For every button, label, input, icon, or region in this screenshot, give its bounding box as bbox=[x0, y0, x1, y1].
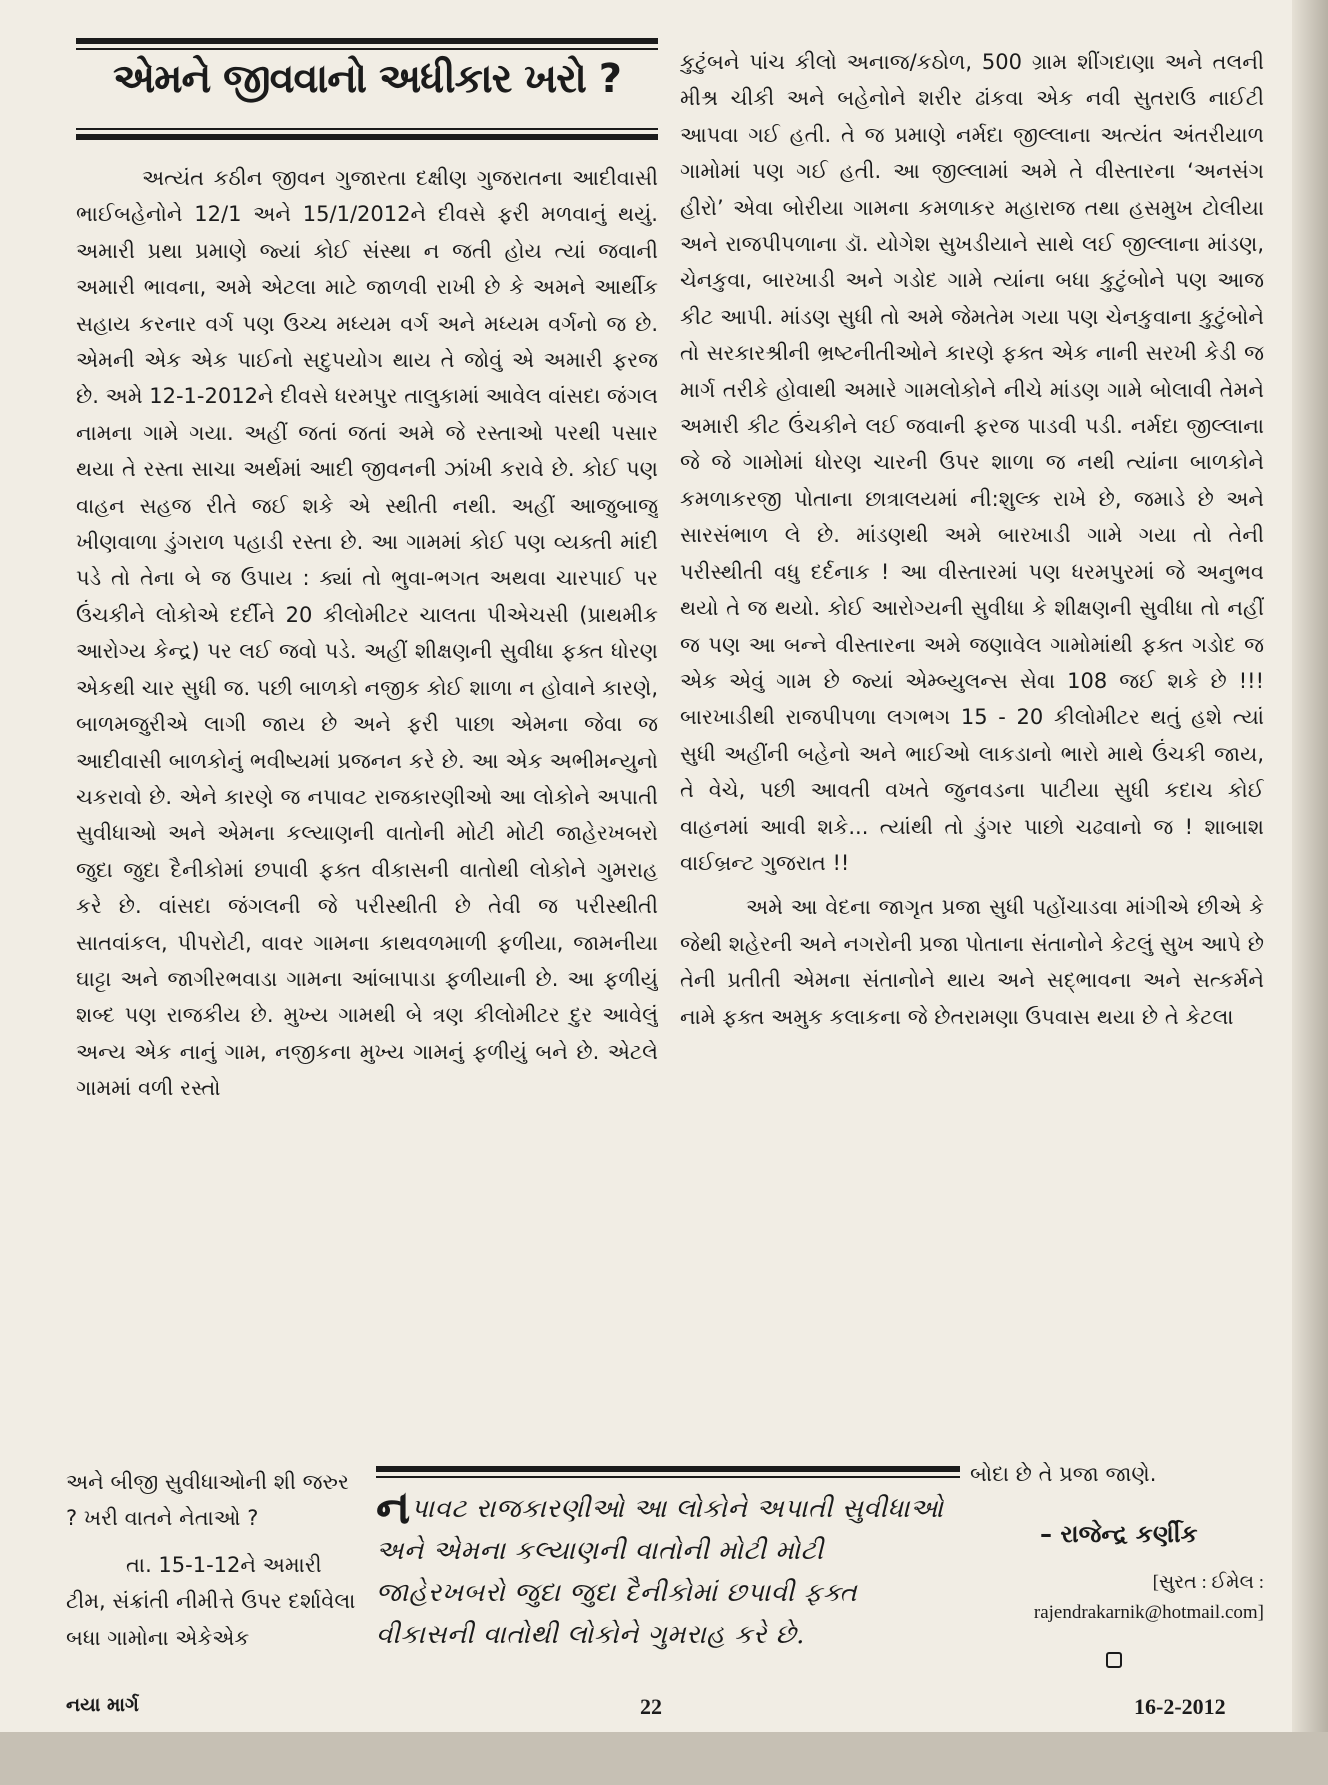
article-closing-line: બોદા છે તે પ્રજા જાણે. bbox=[970, 1462, 1157, 1486]
footer-publication: નયા માર્ગ bbox=[66, 1694, 139, 1716]
page-edge-right bbox=[1292, 0, 1328, 1785]
author-location: [સુરત : ઈમેલ : bbox=[1152, 1572, 1264, 1593]
article-title: એમને જીવવાનો અધીકાર ખરો ? bbox=[113, 56, 621, 102]
author-meta bbox=[964, 1568, 1264, 1628]
title-rule-top-thick bbox=[76, 38, 658, 44]
article-text: તા. 15-1-12ને અમારી ટીમ, સંક્રાંતી નીમીત્તે ઉપર દર્શાવેલા બધા ગામોના એકેએક bbox=[66, 1552, 356, 1650]
article-paragraph: કુટુંબને પાંચ કીલો અનાજ/કઠોળ, 500 ગ્રામ શીંગદાણા અને તલની મીશ્ર ચીકી અને બહેનોને શરીર ઢાંકવા એક નવી સુતરાઉ નાઈટી આપવા ગઈ હતી. તે જ પ્રમાણે નર્મદા જીલ્લાના અત્યંત અંતરીયાળ ગામોમાં પણ ગઈ હતી. આ જીલ્લામાં અમે તે વીસ્તારના ‘અનસંગ હીરો’ એવા બોરીયા ગામના કમળાકર મહારાજ તથા હસમુખ ટોલીયા અને રાજપીપળાના ડૉ. યોગેશ સુખડીયાને સાથે લઈ જીલ્લાના માંડણ, ચેનકુવા, બારખાડી અને ગડોદ ગામે ત્યાંના બધા કુટુંબોને પણ આજ કીટ આપી. માંડણ સુધી તો અમે જેમતેમ ગયા પણ ચેનકુવાના કુટુંબોને તો સરકારશ્રીની ભ્રષ્ટનીતીઓને કારણે ફક્ત એક નાની સરખી કેડી જ માર્ગ તરીકે હોવાથી અમારે ગામલોકોને નીચે માંડણ ગામે બોલાવી તેમને અમારી કીટ ઉંચકીને લઈ જવાની ફરજ પાડવી પડી. નર્મદા જીલ્લાના જે જે ગામોમાં ધોરણ ચારની ઉપર શાળા જ નથી ત્યાંના બાળકોને કમળાકરજી પોતાના છાત્રાલયમાં ની:શુલ્ક રાખે છે, જમાડે છે અને સારસંભાળ લે છે. માંડણથી અમે બારખાડી ગામે ગયા તો તેની પરીસ્થીતી વધુ દર્દનાક ! આ વીસ્તારમાં પણ ધરમપુરમાં જે અનુભવ થયો તે જ થયો. કોઈ આરોગ્યની સુવીધા કે શીક્ષણની સુવીધા તો નહીં જ પણ આ બન્ને વીસ્તારના અમે જણાવેલ ગામોમાંથી ફક્ત ગડોદ જ એક એવું ગામ છે જ્યાં એમ્બ્યુલન્સ સેવા 108 જઈ શકે છે !!! બારખાડીથી રાજપીપળા લગભગ 15 - 20 કીલોમીટર થતું હશે ત્યાં સુધી અહીંની બહેનો અને ભાઈઓ લાકડાનો ભારો માથે ઉંચકી જાય, તે વેચે, પછી આવતી વખતે જુનવડના પાટીયા સુધી કદાચ કોઈ વાહનમાં આવી શકે... ત્યાંથી તો ડુંગર પાછો ચઢવાનો જ ! શાબાશ વાઈબ્રન્ટ ગુજરાત !! bbox=[680, 50, 1264, 875]
article-column-left-continuation bbox=[66, 1464, 358, 1656]
article-paragraph: અમે આ વેદના જાગૃત પ્રજા સુધી પહોંચાડવા માંગીએ છીએ કે જેથી શહેરની અને નગરોની પ્રજા પોતાના સંતાનોને કેટલું સુખ આપે છે તેની પ્રતીતી એમના સંતાનોને થાય અને સદ્ભાવના અને સત્કર્મને નામે ફક્ત અમુક કલાકના જે છેતરામણા ઉપવાસ થયા છે તે કેટલા bbox=[680, 895, 1264, 1029]
pull-quote-text: પાવટ રાજકારણીઓ આ લોકોને અપાતી સુવીધાઓ અને એમના કલ્યાણની વાતોની મોટી મોટી જાહેરખબરો જુદા જુદા દૈનીકોમાં છપાવી ફક્ત વીકાસની વાતોથી લોકોને ગુમરાહ કરે છે. bbox=[376, 1494, 944, 1650]
footer-date: 16-2-2012 bbox=[1134, 1694, 1226, 1719]
pull-quote-initial: ન bbox=[376, 1480, 411, 1534]
article-text: અને બીજી સુવીધાઓની શી જરુર ? ખરી વાતને નેતાઓ ? bbox=[66, 1470, 349, 1531]
pull-quote bbox=[376, 1480, 956, 1656]
article-column-left bbox=[76, 160, 658, 1450]
pullquote-rule-thick bbox=[376, 1466, 960, 1472]
author-email: rajendrakarnik@hotmail.com] bbox=[1033, 1602, 1264, 1623]
title-rule-bottom-thick bbox=[76, 134, 658, 140]
article-column-right bbox=[680, 44, 1264, 1454]
footer-page-number: 22 bbox=[640, 1694, 662, 1719]
page-edge-bottom bbox=[0, 1732, 1328, 1785]
article-paragraph: અત્યંત કઠીન જીવન ગુજારતા દક્ષીણ ગુજરાતના આદીવાસી ભાઈબહેનોને 12/1 અને 15/1/2012ને દીવસે ફરી મળવાનું થયું. અમારી પ્રથા પ્રમાણે જ્યાં કોઈ સંસ્થા ન જતી હોય ત્યાં જવાની અમારી ભાવના, અમે એટલા માટે જાળવી રાખી છે કે અમને આર્થીક સહાય કરનાર વર્ગ પણ ઉચ્ચ મધ્યમ વર્ગ અને મધ્યમ વર્ગનો જ છે. એમની એક એક પાઈનો સદુપયોગ થાય તે જોવું એ અમારી ફરજ છે. અમે 12-1-2012ને દીવસે ધરમપુર તાલુકામાં આવેલ વાંસદા જંગલ નામના ગામે ગયા. અહીં જતાં જતાં અમે જે રસ્તાઓ પરથી પસાર થયા તે રસ્તા સાચા અર્થમાં આદી જીવનની ઝાંખી કરાવે છે. કોઈ પણ વાહન સહજ રીતે જઈ શકે એ સ્થીતી નથી. અહીં આજુબાજુ ખીણવાળા ડુંગરાળ પહાડી રસ્તા છે. આ ગામમાં કોઈ પણ વ્યક્તી માંદી પડે તો તેના બે જ ઉપાય : ક્યાં તો ભુવા-ભગત અથવા ચારપાઈ પર ઉંચકીને લોકોએ દર્દીને 20 કીલોમીટર ચાલતા પીએચસી (પ્રાથમીક આરોગ્ય કેન્દ્ર) પર લઈ જવો પડે. અહીં શીક્ષણની સુવીધા ફક્ત ધોરણ એકથી ચાર સુધી જ. પછી બાળકો નજીક કોઈ શાળા ન હોવાને કારણે, બાળમજુરીએ લાગી જાય છે અને ફરી પાછા એમના જેવા જ આદીવાસી બાળકોનું ભવીષ્યમાં પ્રજનન કરે છે. આ એક અભીમન્યુનો ચકરાવો છે. એને કારણે જ નપાવટ રાજકારણીઓ આ લોકોને અપાતી સુવીધાઓ અને એમના કલ્યાણની વાતોની મોટી મોટી જાહેરખબરો જુદા જુદા દૈનીકોમાં છપાવી ફક્ત વીકાસની વાતોથી લોકોને ગુમરાહ કરે છે. વાંસદા જંગલની જે પરીસ્થીતી છે તેવી જ પરીસ્થીતી સાતવાંકલ, પીપરોટી, વાવર ગામના કાથવળમાળી ફળીયા, જામનીયા ઘાટ્ટા અને જાગીરભવાડા ગામના આંબાપાડા ફળીયાની છે. આ ફળીયું શબ્દ પણ રાજકીય છે. મુખ્ય ગામથી બે ત્રણ કીલોમીટર દુર આવેલું અન્ય એક નાનું ગામ, નજીકના મુખ્ય ગામનું ફળીયું બને છે. એટલે ગામમાં વળી રસ્તો bbox=[76, 166, 658, 1101]
title-rule-top-thin bbox=[76, 48, 658, 50]
end-of-article-mark bbox=[1106, 1652, 1122, 1668]
author-name: – રાજેન્દ્ર કર્ણીક bbox=[1040, 1520, 1198, 1548]
title-rule-bottom-thin bbox=[76, 128, 658, 130]
pullquote-rule-thin bbox=[376, 1476, 960, 1478]
